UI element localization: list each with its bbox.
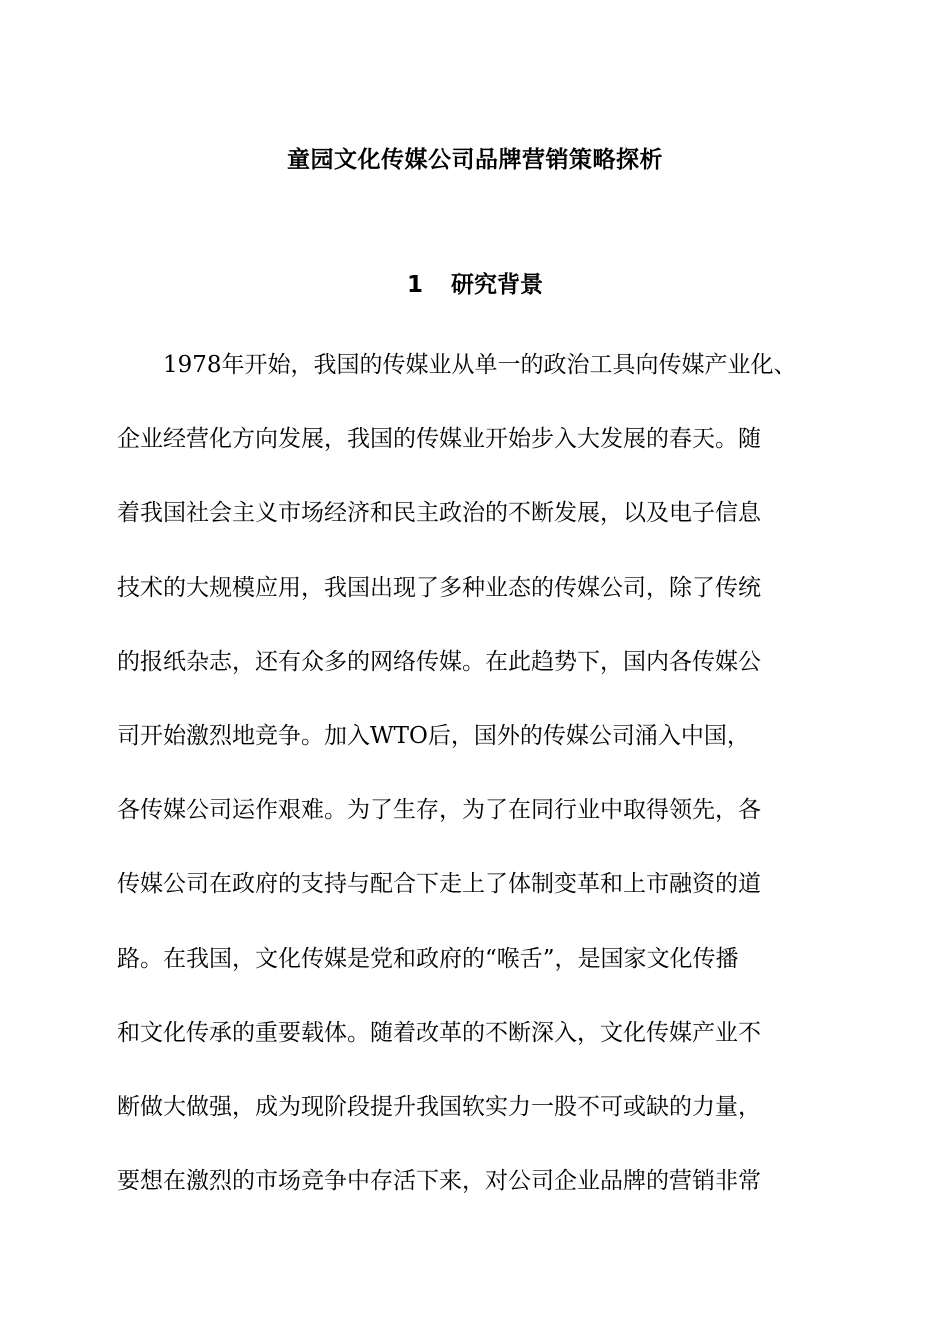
section-heading <box>0 268 950 302</box>
paragraph-line: 司开始激烈地竞争。加入WTO后，国外的传媒公司涌入中国， <box>117 722 750 749</box>
document-title: 童园文化传媒公司品牌营销策略探析 <box>287 147 663 173</box>
paragraph-line: 和文化传承的重要载体。随着改革的不断深入，文化传媒产业不 <box>117 1019 761 1046</box>
paragraph-line: 传媒公司在政府的支持与配合下走上了体制变革和上市融资的道 <box>117 871 761 898</box>
paragraph-line: 各传媒公司运作艰难。为了生存，为了在同行业中取得领先，各 <box>117 797 761 824</box>
paragraph-line: 技术的大规模应用，我国出现了多种业态的传媒公司，除了传统 <box>117 574 761 601</box>
paragraph-line: 的报纸杂志，还有众多的网络传媒。在此趋势下，国内各传媒公 <box>117 648 761 675</box>
section-title: 研究背景 <box>451 272 543 298</box>
section-number: 1 <box>406 272 423 298</box>
paragraph-line: 路。在我国，文化传媒是党和政府的“喉舌”，是国家文化传播 <box>117 945 739 972</box>
paragraph-line: 断做大做强，成为现阶段提升我国软实力一股不可或缺的力量， <box>117 1093 761 1120</box>
paragraph-line: 要想在激烈的市场竞争中存活下来，对公司企业品牌的营销非常 <box>117 1168 761 1195</box>
paragraph-line: 企业经营化方向发展，我国的传媒业开始步入大发展的春天。随 <box>117 426 761 453</box>
paragraph-line: 着我国社会主义市场经济和民主政治的不断发展，以及电子信息 <box>117 500 761 527</box>
paragraph-line: 1978年开始，我国的传媒业从单一的政治工具向传媒产业化、 <box>163 352 797 378</box>
body-paragraph <box>117 345 837 1235</box>
